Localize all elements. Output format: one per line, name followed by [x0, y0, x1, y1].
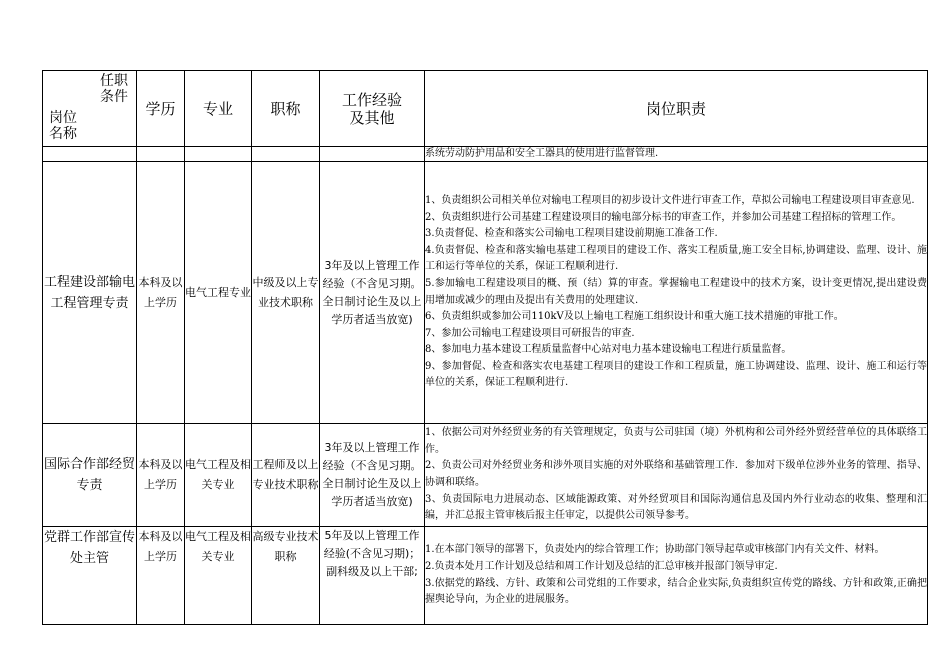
header-corner-cell — [43, 71, 137, 147]
header-row — [43, 71, 928, 147]
education-cell: 本科及以上学历 — [137, 527, 185, 625]
duty-item: 1.在本部门领导的部署下，负责处内的综合管理工作；协助部门领导起草或审核部门内有关文件、材料。 — [425, 544, 885, 556]
table-row — [43, 527, 928, 625]
header-duties: 岗位职责 — [425, 71, 928, 147]
header-title: 职称 — [252, 71, 320, 147]
continuation-duty: 系统劳动防护用品和安全工器具的使用进行监督管理. — [425, 147, 928, 162]
duties-cell — [425, 527, 928, 625]
duty-item: 9、参加督促、检查和落实农电基建工程项目的建设工作和工程质量，施工协调建设、监理、设计、施工和运行等单位的关系，保证工程顺利进行. — [425, 360, 927, 389]
title-cell: 高级专业技术职称 — [252, 527, 320, 625]
title-cell: 工程师及以上专业技术职称 — [252, 424, 320, 527]
duty-item: 3.负责督促、检查和落实公司输电工程项目建设前期施工准备工作. — [425, 228, 718, 240]
duty-item: 6、负责组织或参加公司110kV及以上输电工程施工组织设计和重大施工技术措施的审批工作。 — [425, 311, 844, 323]
header-education: 学历 — [137, 71, 185, 147]
duty-item: 1、负责组织公司相关单位对输电工程项目的初步设计文件进行审查工作，草拟公司输电工程建设项目审查意见. — [425, 194, 915, 206]
position-name: 国际合作部经贸专责 — [43, 424, 137, 527]
header-experience: 工作经验 及其他 — [320, 71, 425, 147]
header-corner-conditions: 任职 条件 — [100, 73, 128, 105]
job-requirements-table — [42, 70, 928, 625]
position-name: 党群工作部宣传处主管 — [43, 527, 137, 625]
header-corner-position: 岗位 名称 — [49, 110, 77, 142]
duty-item: 4.负责督促、检查和落实输电基建工程项目的建设工作、落实工程质量,施工安全目标,协调建设、监理、设计、施工和运行等单位的关系，保证工程顺利进行. — [425, 244, 927, 273]
education-cell: 本科及以上学历 — [137, 424, 185, 527]
major-cell: 电气工程及相关专业 — [185, 527, 252, 625]
duty-item: 2、负责组织进行公司基建工程建设项目的输电部分标书的审查工作，并参加公司基建工程招标的管理工作。 — [425, 211, 902, 223]
table-row — [43, 424, 928, 527]
education-cell: 本科及以上学历 — [137, 162, 185, 424]
experience-cell: 3年及以上管理工作经验（不含见习期。全日制讨论生及以上学历者适当放宽) — [320, 424, 425, 527]
duties-cell — [425, 162, 928, 424]
duty-item: 1、依据公司对外经贸业务的有关管理规定，负责与公司驻国（境）外机构和公司外经外贸经营单位的具体联络工作。 — [425, 427, 927, 455]
header-major: 专业 — [185, 71, 252, 147]
duty-item: 5.参加输电工程建设项目的概、预（结）算的审查。掌握输电工程建设中的技术方案，设计变更情况,提出建设费用增加或减少的理由及提出有关费用的处理建议. — [425, 277, 927, 306]
duty-item: 3.依据党的路线、方针、政策和公司党组的工作要求，结合企业实际,负责组织宣传党的路线、方针和政策,正确把握舆论导向，为企业的进展服务。 — [425, 577, 927, 606]
duties-cell — [425, 424, 928, 527]
duty-item: 3、负责国际电力进展动态、区域能源政策、对外经贸项目和国际沟通信息及国内外行业动态的收集、整理和汇编，并汇总报主管审核后报主任审定，以提供公司领导参考。 — [425, 493, 927, 522]
experience-cell: 3年及以上管理工作经验（不含见习期。全日制讨论生及以上学历者适当放宽) — [320, 162, 425, 424]
experience-cell: 5年及以上管理工作经验(不含见习期)；副科级及以上干部; — [320, 527, 425, 625]
duty-item: 8、参加电力基本建设工程质量监督中心站对电力基本建设输电工程进行质量监督。 — [425, 344, 792, 356]
duty-item: 7、参加公司输电工程建设项目可研报告的审查. — [425, 327, 635, 339]
title-cell: 中级及以上专业技术职称 — [252, 162, 320, 424]
duty-item: 2.负责本处月工作计划及总结和周工作计划及总结的汇总审核并报部门领导审定. — [425, 560, 778, 572]
major-cell: 电气工程及相关专业 — [185, 424, 252, 527]
position-name: 工程建设部输电工程管理专责 — [43, 162, 137, 424]
table-row — [43, 162, 928, 424]
continuation-row — [43, 147, 928, 162]
duty-item: 2、负责公司对外经贸业务和涉外项目实施的对外联络和基础管理工作．参加对下级单位涉外业务的管理、指导、协调和联络。 — [425, 460, 927, 488]
major-cell: 电气工程专业 — [185, 162, 252, 424]
